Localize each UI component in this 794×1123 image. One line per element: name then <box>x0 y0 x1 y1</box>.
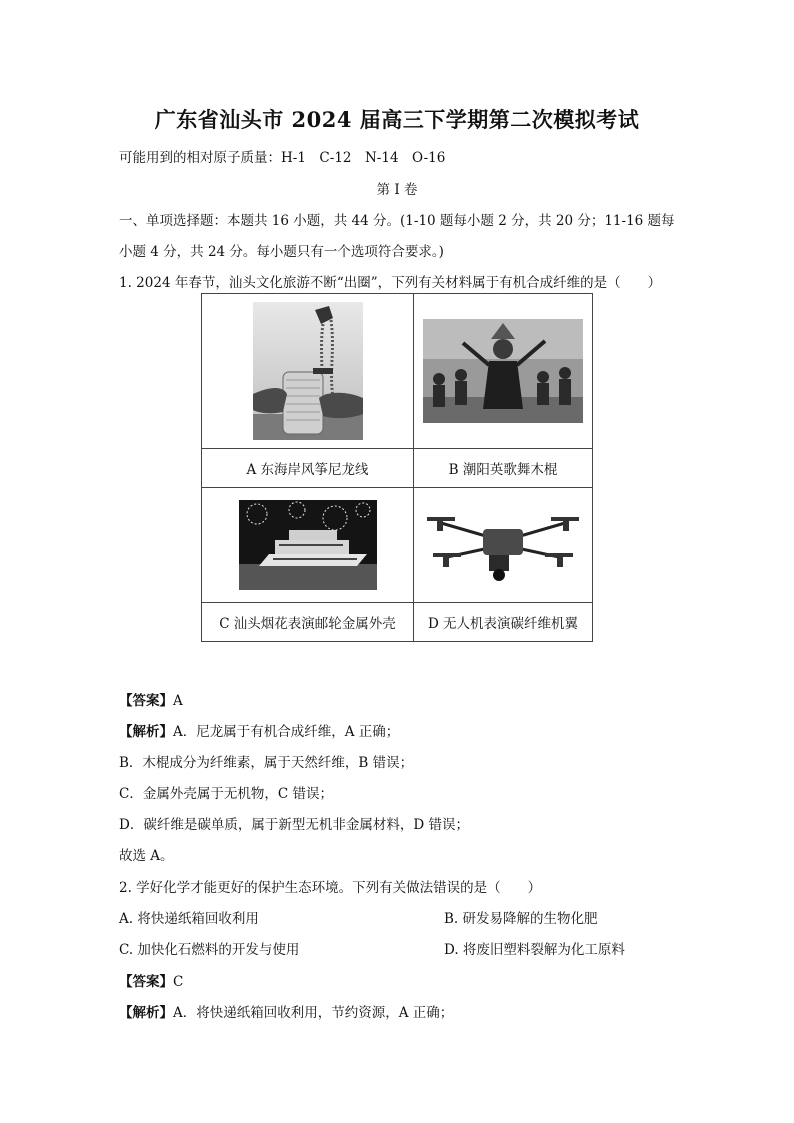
analysis-text: A．尼龙属于有机合成纤维，A 正确； <box>173 724 400 740</box>
instructions-line-2: 小题 4 分，共 24 分。每小题只有一个选项符合要求。) <box>119 244 444 260</box>
q1-answer <box>119 689 183 709</box>
analysis-tag: 【解析】 <box>119 724 173 740</box>
q2-answer <box>119 970 183 990</box>
option-c-label: C 汕头烟花表演邮轮金属外壳 <box>202 603 414 642</box>
q2-option-a: A. 将快递纸箱回收利用 <box>119 911 259 927</box>
analysis-tag: 【解析】 <box>119 1005 173 1021</box>
q2-option-c: C. 加快化石燃料的开发与使用 <box>119 942 300 958</box>
q1-analysis-line-3: C．金属外壳属于无机物，C 错误； <box>119 786 333 802</box>
kite-line-photo-icon <box>253 302 363 440</box>
q1-options-table <box>201 293 593 642</box>
q1-analysis-line-4: D．碳纤维是碳单质，属于新型无机非金属材料，D 错误； <box>119 817 469 833</box>
q2-option-d: D. 将废旧塑料裂解为化工原料 <box>444 942 625 958</box>
instructions-line-1: 一、单项选择题：本题共 16 小题，共 44 分。(1-10 题每小题 2 分，共 20 分；11-16 题每 <box>119 213 675 229</box>
answer-value: A <box>173 693 183 709</box>
option-b-image-cell <box>414 294 593 449</box>
atomic-masses: 可能用到的相对原子质量：H-1 C-12 N-14 O-16 <box>119 150 446 166</box>
q2-stem: 2. 学好化学才能更好的保护生态环境。下列有关做法错误的是（ ） <box>119 880 542 896</box>
q2-option-b: B. 研发易降解的生物化肥 <box>444 911 598 927</box>
option-d-label: D 无人机表演碳纤维机翼 <box>414 603 593 642</box>
option-d-image-cell <box>414 488 593 603</box>
answer-tag: 【答案】 <box>119 974 173 990</box>
q1-analysis-line-1 <box>119 720 399 740</box>
q1-stem: 1. 2024 年春节，汕头文化旅游不断“出圈”，下列有关材料属于有机合成纤维的是（ ） <box>119 275 662 291</box>
drone-photo-icon <box>423 505 583 585</box>
page-title: 广东省汕头市 2024 届高三下学期第二次模拟考试 <box>154 107 640 132</box>
cruise-fireworks-photo-icon <box>239 500 377 590</box>
answer-tag: 【答案】 <box>119 693 173 709</box>
q2-analysis-line-1 <box>119 1001 453 1021</box>
option-b-label: B 潮阳英歌舞木棍 <box>414 449 593 488</box>
section-heading: 第 I 卷 <box>376 182 418 198</box>
answer-value: C <box>173 974 184 990</box>
analysis-text: A．将快递纸箱回收利用，节约资源，A 正确； <box>173 1005 454 1021</box>
q1-analysis-line-2: B．木棍成分为纤维素，属于天然纤维，B 错误； <box>119 755 414 771</box>
q1-analysis-conclusion: 故选 A。 <box>119 848 174 864</box>
option-a-image-cell <box>202 294 414 449</box>
yingge-dance-photo-icon <box>423 319 583 423</box>
option-c-image-cell <box>202 488 414 603</box>
option-a-label: A 东海岸风筝尼龙线 <box>202 449 414 488</box>
